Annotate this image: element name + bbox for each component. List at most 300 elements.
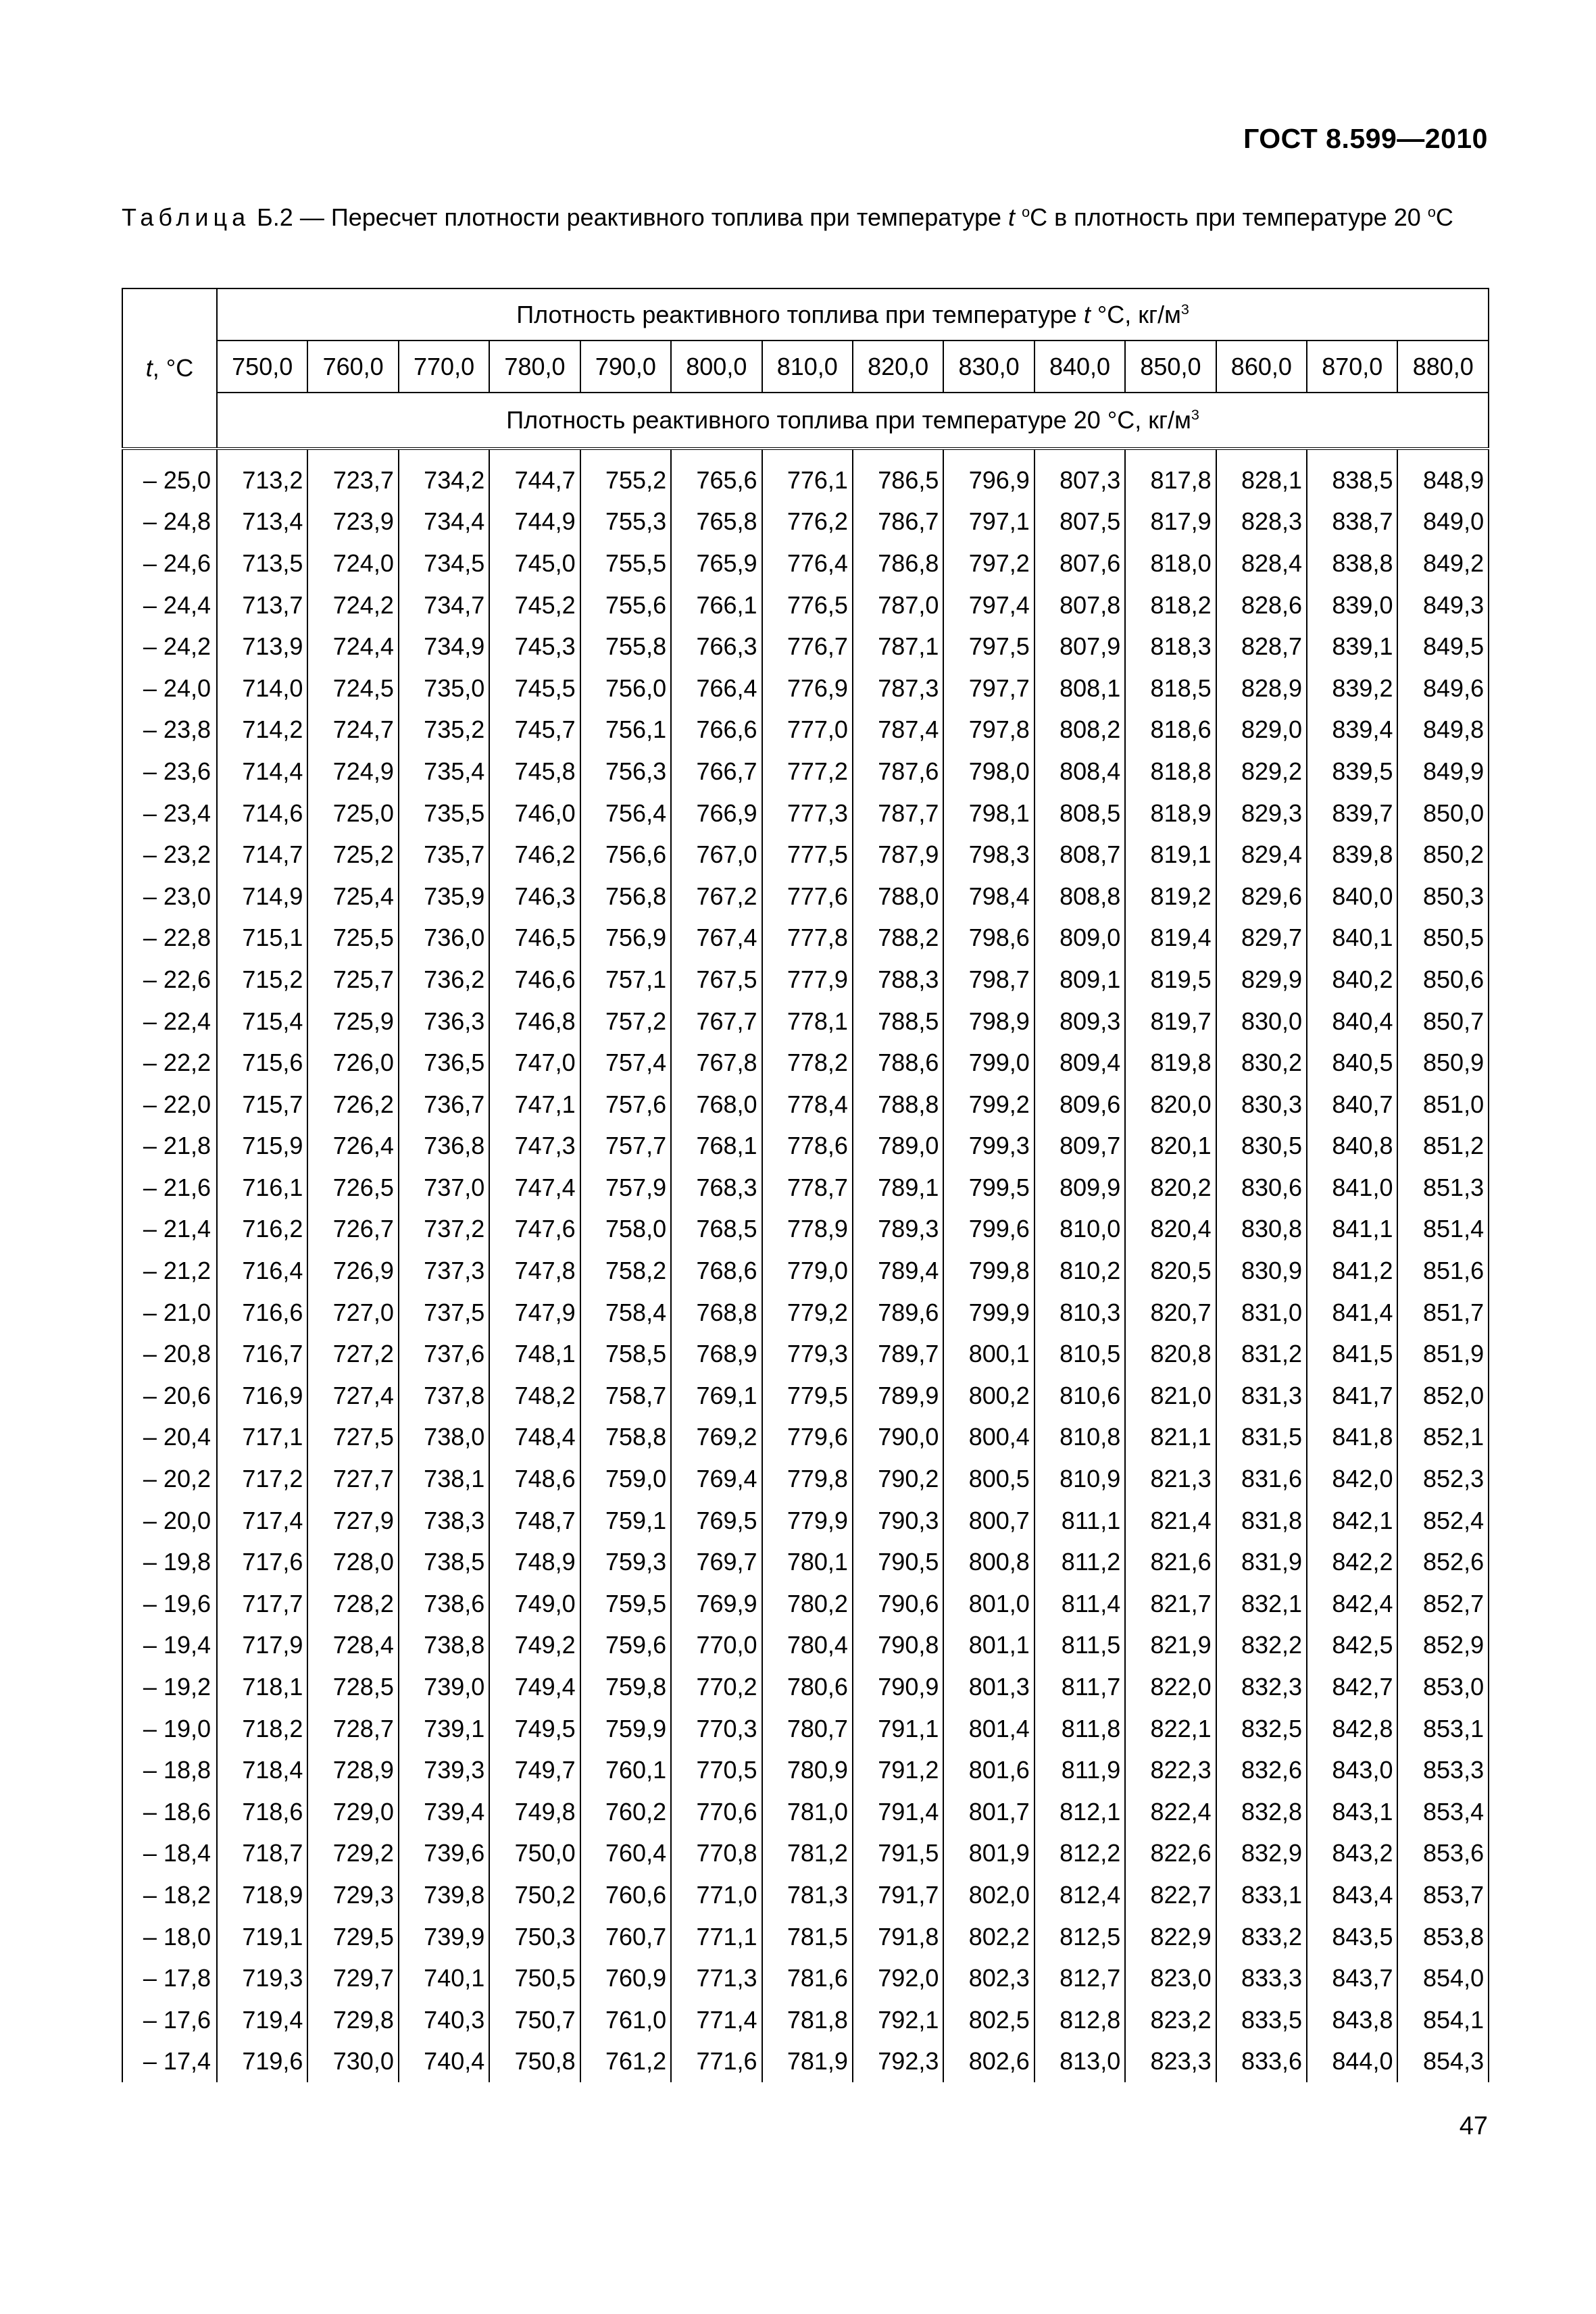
density-cell: 829,2 (1216, 751, 1307, 793)
density-cell: 797,5 (943, 626, 1034, 668)
density-cell: 778,1 (762, 1001, 853, 1042)
density-cell: 725,0 (307, 793, 398, 834)
temperature-cell: – 20,8 (122, 1333, 217, 1375)
density-cell: 750,8 (489, 2041, 580, 2083)
temperature-cell: – 21,6 (122, 1167, 217, 1209)
density-cell: 830,0 (1216, 1001, 1307, 1042)
density-cell: 809,0 (1034, 917, 1125, 959)
density-cell: 769,1 (671, 1375, 762, 1417)
density-cell: 738,1 (399, 1458, 489, 1500)
density-cell: 780,4 (762, 1625, 853, 1667)
density-cell: 729,0 (307, 1791, 398, 1833)
density-cell: 831,0 (1216, 1292, 1307, 1334)
table-row (122, 793, 1489, 834)
density-cell: 810,6 (1034, 1375, 1125, 1417)
density-cell: 808,8 (1034, 876, 1125, 917)
density-cell: 747,3 (489, 1126, 580, 1167)
density-cell: 749,5 (489, 1708, 580, 1750)
density-cell: 776,1 (762, 449, 853, 501)
density-cell: 828,9 (1216, 668, 1307, 709)
density-cell: 737,5 (399, 1292, 489, 1334)
density-cell: 738,5 (399, 1541, 489, 1583)
density-cell: 790,5 (853, 1541, 943, 1583)
density-cell: 788,5 (853, 1001, 943, 1042)
density-cell: 727,9 (307, 1500, 398, 1542)
density-cell: 724,4 (307, 626, 398, 668)
density-cell: 822,3 (1125, 1749, 1216, 1791)
table-row (122, 1541, 1489, 1583)
caption-text-1: — Пересчет плотности реактивного топлива при температуре (299, 203, 1002, 231)
table-row (122, 2041, 1489, 2083)
density-cell: 716,2 (217, 1209, 307, 1251)
density-cell: 850,0 (1397, 793, 1489, 834)
density-cell: 832,1 (1216, 1583, 1307, 1625)
density-cell: 850,2 (1397, 834, 1489, 876)
density-cell: 831,6 (1216, 1458, 1307, 1500)
density-cell: 739,9 (399, 1916, 489, 1958)
density-cell: 780,1 (762, 1541, 853, 1583)
density-cell: 812,8 (1034, 1999, 1125, 2041)
density-cell: 823,3 (1125, 2041, 1216, 2083)
density-cell: 789,4 (853, 1250, 943, 1292)
density-cell: 768,8 (671, 1292, 762, 1334)
density-cell: 777,5 (762, 834, 853, 876)
density-cell: 761,0 (580, 1999, 671, 2041)
temperature-cell: – 23,4 (122, 793, 217, 834)
density-cell: 818,8 (1125, 751, 1216, 793)
density-cell: 833,5 (1216, 1999, 1307, 2041)
density-cell: 791,8 (853, 1916, 943, 1958)
caption-text-2: С в плотность при температуре 20 (1030, 203, 1421, 231)
density-cell: 817,8 (1125, 449, 1216, 501)
density-cell: 822,9 (1125, 1916, 1216, 1958)
table-row (122, 501, 1489, 543)
density-cell: 749,4 (489, 1666, 580, 1708)
density-cell: 831,9 (1216, 1541, 1307, 1583)
density-cell: 821,1 (1125, 1417, 1216, 1459)
density-cell: 841,1 (1307, 1209, 1397, 1251)
density-cell: 758,5 (580, 1333, 671, 1375)
cube-sup: 3 (1180, 300, 1189, 318)
density-cell: 849,0 (1397, 501, 1489, 543)
density-cell: 787,7 (853, 793, 943, 834)
density-cell: 715,6 (217, 1042, 307, 1084)
caption-t-symbol: t (1008, 203, 1016, 231)
density-cell: 779,0 (762, 1250, 853, 1292)
density-cell: 746,5 (489, 917, 580, 959)
density-cell: 739,1 (399, 1708, 489, 1750)
table-row (122, 449, 1489, 501)
density-cell: 760,4 (580, 1833, 671, 1875)
density-cell: 840,2 (1307, 959, 1397, 1001)
density-cell: 839,0 (1307, 584, 1397, 626)
density-cell: 713,9 (217, 626, 307, 668)
density-cell: 768,0 (671, 1084, 762, 1126)
density-cell: 828,6 (1216, 584, 1307, 626)
density-cell: 820,1 (1125, 1126, 1216, 1167)
density-cell: 843,0 (1307, 1749, 1397, 1791)
density-cell: 833,2 (1216, 1916, 1307, 1958)
density-cell: 756,3 (580, 751, 671, 793)
density-cell: 842,2 (1307, 1541, 1397, 1583)
density-cell: 822,4 (1125, 1791, 1216, 1833)
density-cell: 739,4 (399, 1791, 489, 1833)
density-cell: 854,3 (1397, 2041, 1489, 2083)
density-cell: 801,4 (943, 1708, 1034, 1750)
table-body (122, 449, 1489, 2082)
density-cell: 853,7 (1397, 1874, 1489, 1916)
density-cell: 777,9 (762, 959, 853, 1001)
density-cell: 757,9 (580, 1167, 671, 1209)
temperature-cell: – 18,6 (122, 1791, 217, 1833)
density-cell: 802,6 (943, 2041, 1034, 2083)
density-cell: 807,5 (1034, 501, 1125, 543)
density-cell: 745,3 (489, 626, 580, 668)
density-cell: 780,7 (762, 1708, 853, 1750)
density-cell: 839,2 (1307, 668, 1397, 709)
density-cell: 745,5 (489, 668, 580, 709)
density-cell: 760,7 (580, 1916, 671, 1958)
density-cell: 756,9 (580, 917, 671, 959)
density-cell: 723,7 (307, 449, 398, 501)
density-cell: 766,3 (671, 626, 762, 668)
density-cell: 787,3 (853, 668, 943, 709)
density-cell: 854,1 (1397, 1999, 1489, 2041)
density-cell: 820,2 (1125, 1167, 1216, 1209)
density-cell: 747,0 (489, 1042, 580, 1084)
density-cell: 765,6 (671, 449, 762, 501)
density-cell: 811,1 (1034, 1500, 1125, 1542)
density-cell: 778,2 (762, 1042, 853, 1084)
density-column-header: 780,0 (489, 341, 580, 393)
density-cell: 853,4 (1397, 1791, 1489, 1833)
density-cell: 839,5 (1307, 751, 1397, 793)
density-cell: 828,1 (1216, 449, 1307, 501)
density-cell: 746,6 (489, 959, 580, 1001)
density-cell: 726,9 (307, 1250, 398, 1292)
temperature-cell: – 24,0 (122, 668, 217, 709)
density-cell: 723,9 (307, 501, 398, 543)
top-density-header-text: Плотность реактивного топлива при температуре t °С, кг/м (516, 300, 1181, 328)
density-cell: 757,6 (580, 1084, 671, 1126)
density-cell: 717,1 (217, 1417, 307, 1459)
temperature-cell: – 22,6 (122, 959, 217, 1001)
density-cell: 759,8 (580, 1666, 671, 1708)
density-cell: 717,2 (217, 1458, 307, 1500)
density-cell: 792,0 (853, 1957, 943, 1999)
density-cell: 788,8 (853, 1084, 943, 1126)
density-cell: 817,9 (1125, 501, 1216, 543)
table-row (122, 668, 1489, 709)
density-column-header: 850,0 (1125, 341, 1216, 393)
caption-number: Б.2 (257, 203, 293, 231)
density-cell: 799,0 (943, 1042, 1034, 1084)
density-column-header: 770,0 (399, 341, 489, 393)
density-cell: 744,9 (489, 501, 580, 543)
density-cell: 850,3 (1397, 876, 1489, 917)
density-cell: 808,5 (1034, 793, 1125, 834)
density-cell: 781,5 (762, 1916, 853, 1958)
density-cell: 798,4 (943, 876, 1034, 917)
density-cell: 780,6 (762, 1666, 853, 1708)
density-cell: 719,6 (217, 2041, 307, 2083)
density-cell: 799,2 (943, 1084, 1034, 1126)
density-cell: 849,9 (1397, 751, 1489, 793)
density-cell: 715,7 (217, 1084, 307, 1126)
density-cell: 790,0 (853, 1417, 943, 1459)
density-cell: 809,9 (1034, 1167, 1125, 1209)
density-cell: 800,2 (943, 1375, 1034, 1417)
density-cell: 759,3 (580, 1541, 671, 1583)
density-cell: 769,7 (671, 1541, 762, 1583)
density-cell: 829,0 (1216, 709, 1307, 751)
density-cell: 830,9 (1216, 1250, 1307, 1292)
density-cell: 768,1 (671, 1126, 762, 1167)
density-cell: 802,0 (943, 1874, 1034, 1916)
density-cell: 734,5 (399, 543, 489, 584)
temperature-cell: – 21,8 (122, 1126, 217, 1167)
temperature-cell: – 20,2 (122, 1458, 217, 1500)
density-cell: 807,3 (1034, 449, 1125, 501)
density-cell: 750,0 (489, 1833, 580, 1875)
density-cell: 719,3 (217, 1957, 307, 1999)
density-cell: 790,9 (853, 1666, 943, 1708)
density-cell: 832,5 (1216, 1708, 1307, 1750)
temperature-cell: – 19,2 (122, 1666, 217, 1708)
density-cell: 776,2 (762, 501, 853, 543)
density-cell: 779,2 (762, 1292, 853, 1334)
density-cell: 850,5 (1397, 917, 1489, 959)
density-cell: 735,0 (399, 668, 489, 709)
density-cell: 724,5 (307, 668, 398, 709)
density-column-header: 820,0 (853, 341, 943, 393)
density-cell: 797,1 (943, 501, 1034, 543)
density-cell: 797,7 (943, 668, 1034, 709)
density-cell: 839,7 (1307, 793, 1397, 834)
density-cell: 778,6 (762, 1126, 853, 1167)
density-cell: 841,2 (1307, 1250, 1397, 1292)
density-cell: 781,8 (762, 1999, 853, 2041)
density-cell: 831,8 (1216, 1500, 1307, 1542)
density-cell: 800,7 (943, 1500, 1034, 1542)
density-cell: 830,8 (1216, 1209, 1307, 1251)
density-cell: 787,1 (853, 626, 943, 668)
density-cell: 769,5 (671, 1500, 762, 1542)
density-cell: 843,1 (1307, 1791, 1397, 1833)
density-cell: 810,0 (1034, 1209, 1125, 1251)
density-cell: 799,3 (943, 1126, 1034, 1167)
density-cell: 776,7 (762, 626, 853, 668)
density-cell: 739,3 (399, 1749, 489, 1791)
density-cell: 811,9 (1034, 1749, 1125, 1791)
density-cell: 849,5 (1397, 626, 1489, 668)
density-cell: 768,3 (671, 1167, 762, 1209)
density-cell: 746,2 (489, 834, 580, 876)
table-row (122, 751, 1489, 793)
density-cell: 780,2 (762, 1583, 853, 1625)
density-cell: 788,2 (853, 917, 943, 959)
density-cell: 831,3 (1216, 1375, 1307, 1417)
density-cell: 765,8 (671, 501, 762, 543)
table-caption (122, 200, 1488, 235)
density-cell: 798,1 (943, 793, 1034, 834)
density-cell: 738,3 (399, 1500, 489, 1542)
density-cell: 821,4 (1125, 1500, 1216, 1542)
density-cell: 779,6 (762, 1417, 853, 1459)
density-cell: 810,8 (1034, 1417, 1125, 1459)
table-row (122, 543, 1489, 584)
density-cell: 766,9 (671, 793, 762, 834)
density-cell: 854,0 (1397, 1957, 1489, 1999)
density-cell: 714,6 (217, 793, 307, 834)
density-cell: 819,8 (1125, 1042, 1216, 1084)
density-cell: 849,3 (1397, 584, 1489, 626)
density-cell: 727,7 (307, 1458, 398, 1500)
density-cell: 798,7 (943, 959, 1034, 1001)
temperature-cell: – 19,8 (122, 1541, 217, 1583)
density-cell: 748,9 (489, 1541, 580, 1583)
density-cell: 821,7 (1125, 1583, 1216, 1625)
density-cell: 736,8 (399, 1126, 489, 1167)
density-cell: 728,0 (307, 1541, 398, 1583)
density-cell: 843,4 (1307, 1874, 1397, 1916)
density-cell: 813,0 (1034, 2041, 1125, 2083)
density-cell: 715,9 (217, 1126, 307, 1167)
temperature-cell: – 23,2 (122, 834, 217, 876)
table-row (122, 917, 1489, 959)
density-cell: 842,0 (1307, 1458, 1397, 1500)
density-cell: 716,6 (217, 1292, 307, 1334)
density-cell: 719,4 (217, 1999, 307, 2041)
density-cell: 841,5 (1307, 1333, 1397, 1375)
temperature-cell: – 18,8 (122, 1749, 217, 1791)
density-cell: 726,0 (307, 1042, 398, 1084)
temperature-cell: – 24,6 (122, 543, 217, 584)
density-cell: 750,3 (489, 1916, 580, 1958)
density-cell: 778,4 (762, 1084, 853, 1126)
density-cell: 734,9 (399, 626, 489, 668)
density-cell: 777,8 (762, 917, 853, 959)
density-cell: 760,1 (580, 1749, 671, 1791)
density-cell: 776,4 (762, 543, 853, 584)
density-cell: 849,6 (1397, 668, 1489, 709)
density-cell: 725,7 (307, 959, 398, 1001)
density-cell: 735,5 (399, 793, 489, 834)
density-cell: 755,2 (580, 449, 671, 501)
density-cell: 799,6 (943, 1209, 1034, 1251)
density-cell: 736,7 (399, 1084, 489, 1126)
density-cell: 737,3 (399, 1250, 489, 1292)
density-cell: 767,4 (671, 917, 762, 959)
density-cell: 738,6 (399, 1583, 489, 1625)
density-cell: 716,9 (217, 1375, 307, 1417)
density-cell: 725,9 (307, 1001, 398, 1042)
density-cell: 831,2 (1216, 1333, 1307, 1375)
density-cell: 851,2 (1397, 1126, 1489, 1167)
density-cell: 781,0 (762, 1791, 853, 1833)
density-cell: 766,7 (671, 751, 762, 793)
table-row (122, 1333, 1489, 1375)
density-cell: 717,6 (217, 1541, 307, 1583)
temperature-cell: – 24,8 (122, 501, 217, 543)
density-cell: 851,3 (1397, 1167, 1489, 1209)
density-cell: 809,1 (1034, 959, 1125, 1001)
density-cell: 727,4 (307, 1375, 398, 1417)
density-cell: 718,4 (217, 1749, 307, 1791)
density-cell: 848,9 (1397, 449, 1489, 501)
table-row (122, 834, 1489, 876)
table-row (122, 1209, 1489, 1251)
density-cell: 757,7 (580, 1126, 671, 1167)
density-cell: 839,4 (1307, 709, 1397, 751)
density-cell: 759,5 (580, 1583, 671, 1625)
temperature-cell: – 21,0 (122, 1292, 217, 1334)
temperature-cell: – 19,4 (122, 1625, 217, 1667)
density-cell: 789,1 (853, 1167, 943, 1209)
density-cell: 811,4 (1034, 1583, 1125, 1625)
density-cell: 736,0 (399, 917, 489, 959)
density-cell: 819,4 (1125, 917, 1216, 959)
density-cell: 832,2 (1216, 1625, 1307, 1667)
density-cell: 736,2 (399, 959, 489, 1001)
density-cell: 802,5 (943, 1999, 1034, 2041)
density-cell: 786,8 (853, 543, 943, 584)
density-cell: 790,8 (853, 1625, 943, 1667)
density-cell: 843,8 (1307, 1999, 1397, 2041)
density-cell: 789,9 (853, 1375, 943, 1417)
density-cell: 729,5 (307, 1916, 398, 1958)
density-cell: 747,1 (489, 1084, 580, 1126)
density-cell: 724,9 (307, 751, 398, 793)
density-cell: 744,7 (489, 449, 580, 501)
density-cell: 715,1 (217, 917, 307, 959)
density-cell: 713,7 (217, 584, 307, 626)
caption-prefix: Таблица (122, 203, 251, 231)
density-cell: 724,2 (307, 584, 398, 626)
density-cell: 787,9 (853, 834, 943, 876)
density-cell: 748,2 (489, 1375, 580, 1417)
density-cell: 770,0 (671, 1625, 762, 1667)
density-cell: 797,4 (943, 584, 1034, 626)
density-cell: 798,0 (943, 751, 1034, 793)
density-cell: 714,2 (217, 709, 307, 751)
density-cell: 822,6 (1125, 1833, 1216, 1875)
table-row (122, 1167, 1489, 1209)
density-cell: 727,5 (307, 1417, 398, 1459)
density-columns-row (122, 341, 1489, 393)
density-cell: 734,7 (399, 584, 489, 626)
density-cell: 728,4 (307, 1625, 398, 1667)
density-cell: 778,9 (762, 1209, 853, 1251)
density-cell: 810,5 (1034, 1333, 1125, 1375)
density-cell: 755,6 (580, 584, 671, 626)
density-cell: 811,2 (1034, 1541, 1125, 1583)
density-cell: 787,0 (853, 584, 943, 626)
density-cell: 713,4 (217, 501, 307, 543)
density-cell: 748,6 (489, 1458, 580, 1500)
density-cell: 759,0 (580, 1458, 671, 1500)
density-column-header: 870,0 (1307, 341, 1397, 393)
density-cell: 776,9 (762, 668, 853, 709)
table-row (122, 1916, 1489, 1958)
density-cell: 800,5 (943, 1458, 1034, 1500)
density-cell: 810,9 (1034, 1458, 1125, 1500)
temperature-cell: – 24,2 (122, 626, 217, 668)
density-cell: 852,4 (1397, 1500, 1489, 1542)
density-cell: 808,7 (1034, 834, 1125, 876)
density-cell: 726,2 (307, 1084, 398, 1126)
density-cell: 788,3 (853, 959, 943, 1001)
